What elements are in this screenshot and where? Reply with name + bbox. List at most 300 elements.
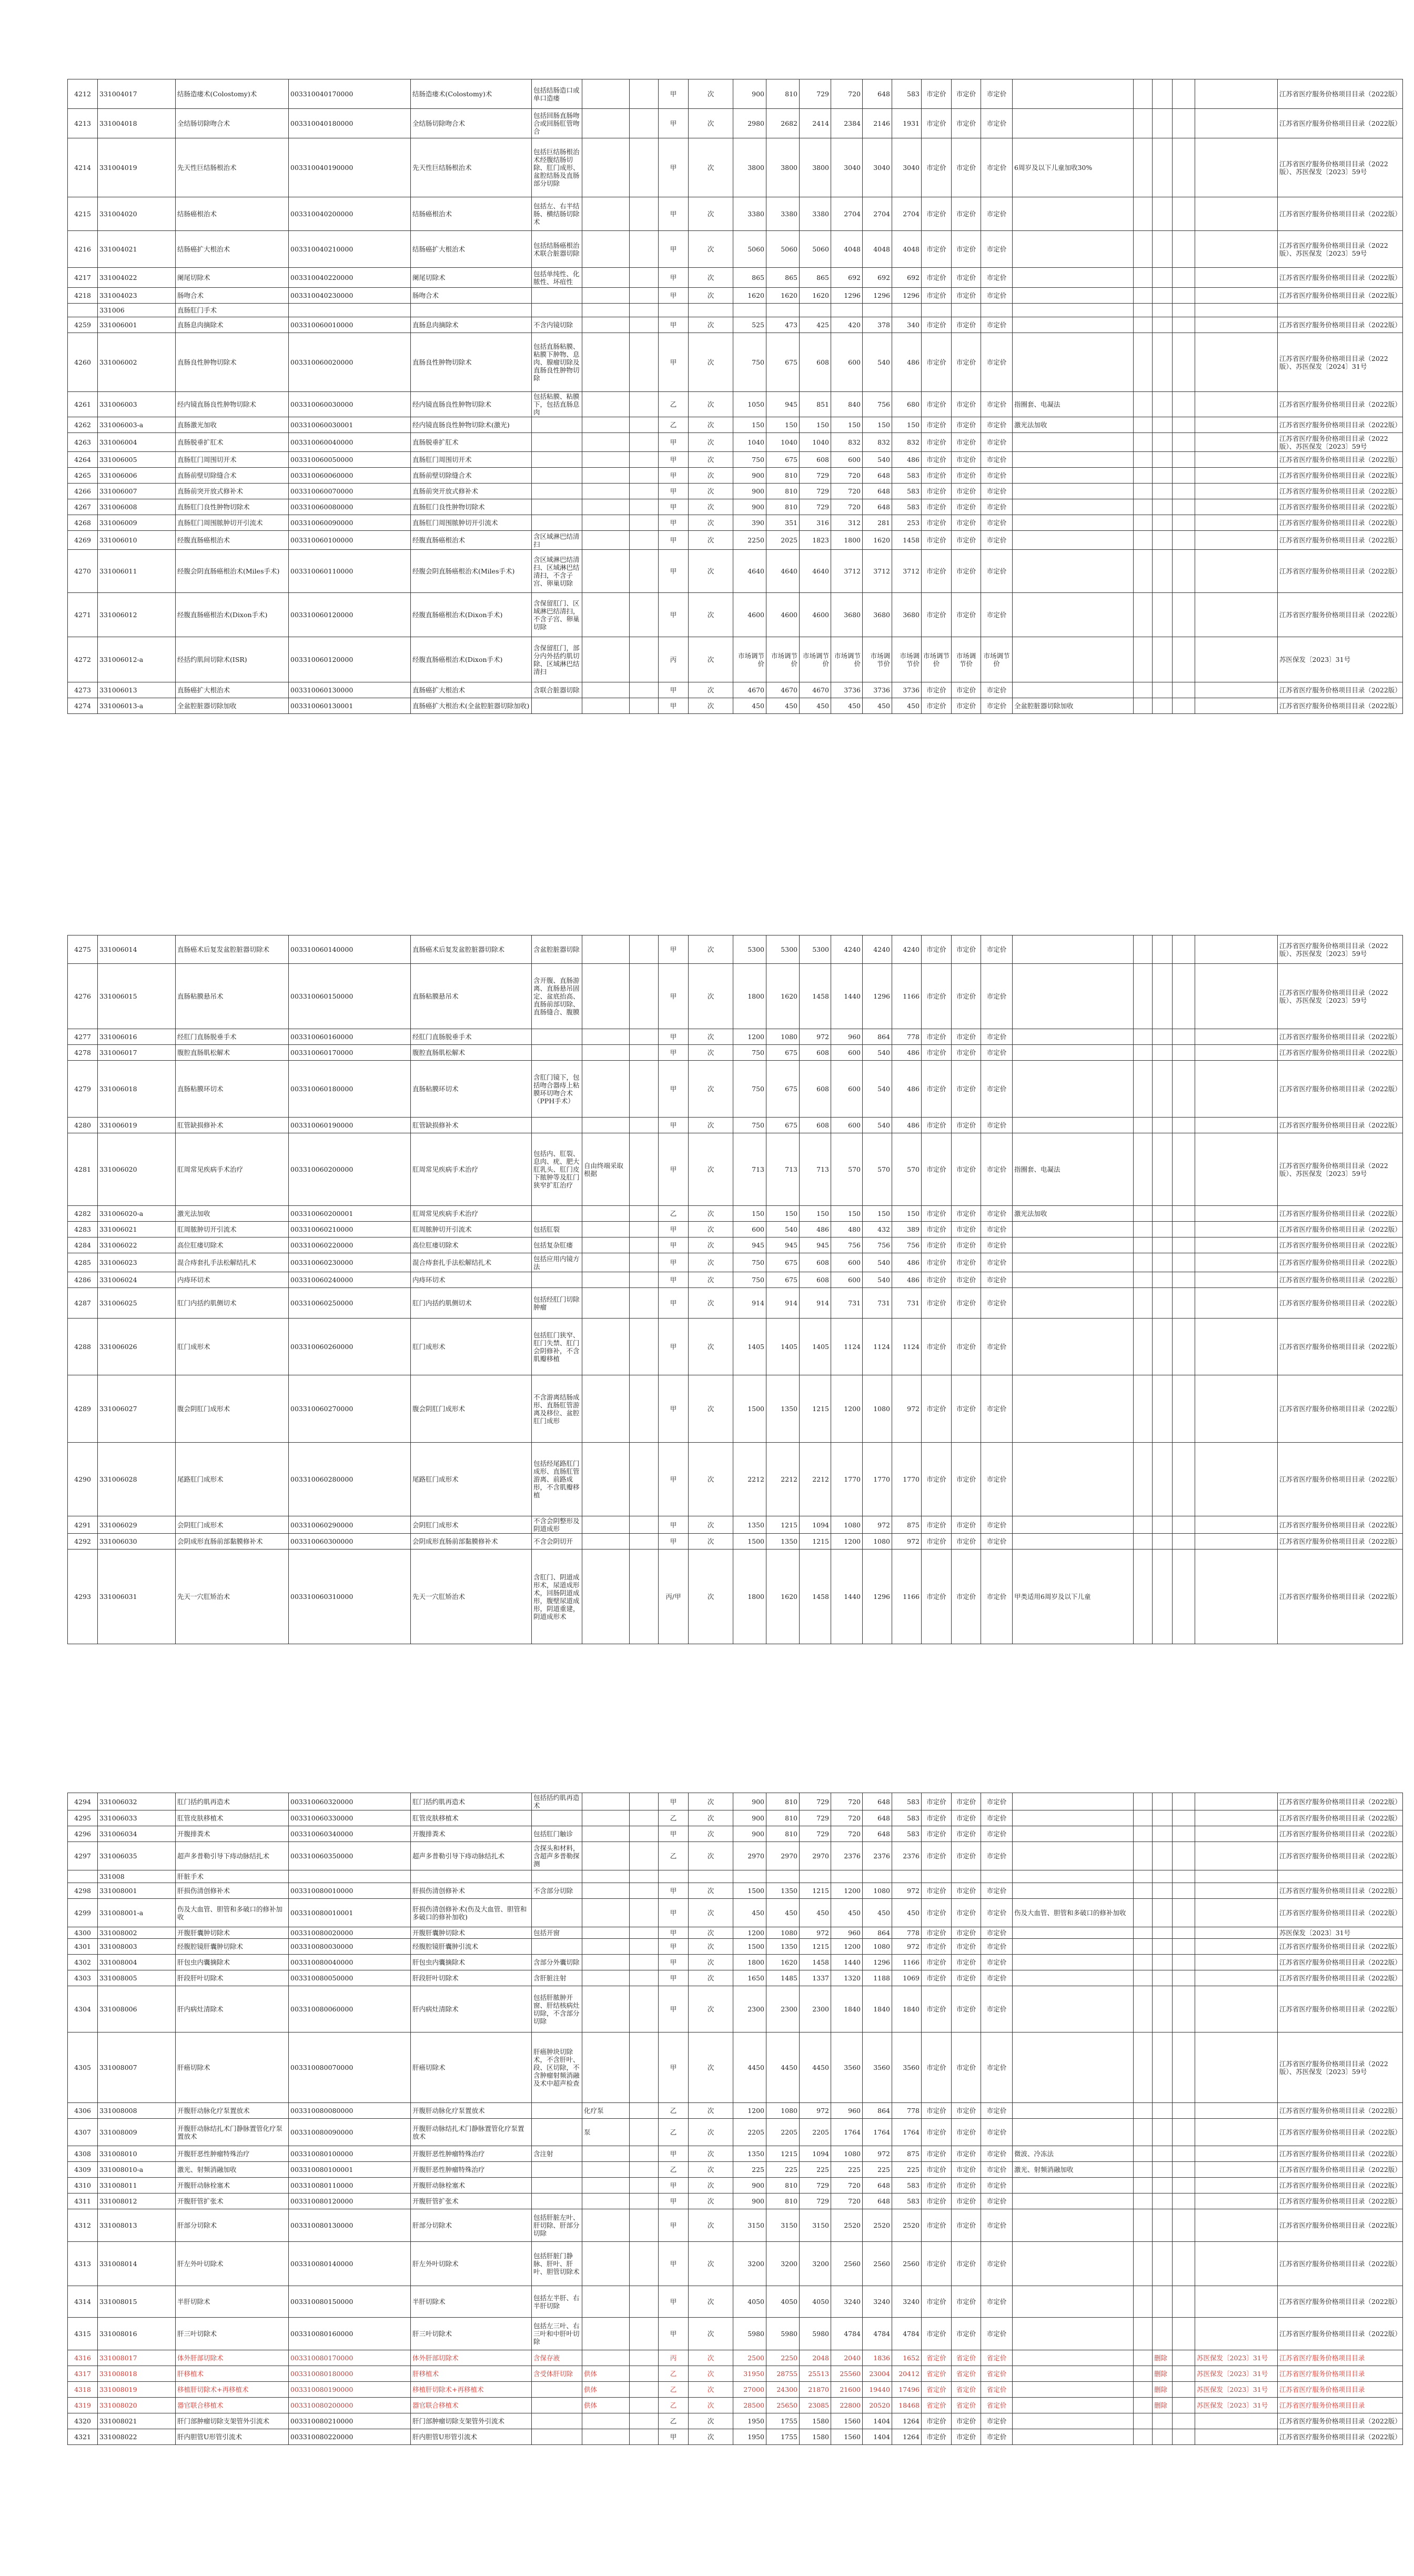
cell-p4: 480 xyxy=(831,1222,863,1237)
cell-e1 xyxy=(1134,1516,1153,1534)
cell-unit: 次 xyxy=(689,197,733,231)
cell-content: 不含会阴切开 xyxy=(532,1534,582,1549)
table-row xyxy=(68,1534,1403,1549)
cell-p6: 1264 xyxy=(892,2413,922,2429)
cell-p5: 4784 xyxy=(863,2318,892,2350)
cell-basis xyxy=(1195,1939,1278,1955)
cell-p2: 1485 xyxy=(766,1970,800,1986)
cell-p6: 4784 xyxy=(892,2318,922,2350)
cell-name: 直肠癌扩大根治术 xyxy=(176,682,289,698)
cell-name: 直肠粘膜悬吊术 xyxy=(176,964,289,1029)
cell-name2: 半肝切除术 xyxy=(411,2286,532,2318)
cell-cat: 甲 xyxy=(659,109,689,138)
cell-p6: 486 xyxy=(892,1118,922,1133)
cell-code: 331008008 xyxy=(98,2103,176,2119)
cell-code: 331008012 xyxy=(98,2193,176,2209)
cell-code2: 003310060140000 xyxy=(289,935,411,964)
cell-cat: 甲 xyxy=(659,1288,689,1319)
cell-name: 结肠造瘘术(Colostomy)术 xyxy=(176,79,289,109)
cell-d1: 市定价 xyxy=(922,1237,952,1253)
cell-code: 331006024 xyxy=(98,1272,176,1288)
cell-content: 包括应用内镜方法 xyxy=(532,1253,582,1272)
cell-p2: 2212 xyxy=(766,1443,800,1516)
table-row xyxy=(68,317,1403,333)
cell-basis xyxy=(1195,392,1278,417)
cell-name: 肛门内括约肌侧切术 xyxy=(176,1288,289,1319)
cell-e2 xyxy=(1173,1029,1195,1045)
cell-e1 xyxy=(1134,317,1153,333)
cell-p2: 810 xyxy=(766,1810,800,1826)
cell-p4: 市场调节价 xyxy=(831,637,863,682)
cell-p5: 市场调节价 xyxy=(863,637,892,682)
cell-name: 经腹会阴直肠癌根治术(Miles手术) xyxy=(176,550,289,593)
price-table-3 xyxy=(67,1793,1403,2445)
cell-e1 xyxy=(1134,1927,1153,1939)
cell-name: 内痔环切术 xyxy=(176,1272,289,1288)
cell-basis2: 江苏省医疗服务价格项目目录（2022版） xyxy=(1278,531,1403,550)
cell-d2: 市定价 xyxy=(952,2429,981,2445)
table-row xyxy=(68,1237,1403,1253)
table-row xyxy=(68,433,1403,452)
cell-addl xyxy=(582,1253,630,1272)
cell-d2 xyxy=(952,304,981,317)
cell-seq: 4260 xyxy=(68,333,98,392)
cell-p5: 3560 xyxy=(863,2032,892,2103)
cell-cat: 甲 xyxy=(659,1883,689,1899)
cell-e2 xyxy=(1173,1206,1195,1222)
table-row xyxy=(68,268,1403,288)
cell-name2: 肛周脓肿切开引流术 xyxy=(411,1222,532,1237)
cell-name: 体外肝部切除术 xyxy=(176,2350,289,2366)
table-row xyxy=(68,550,1403,593)
cell-code2: 003310060100000 xyxy=(289,531,411,550)
cell-p4: 2560 xyxy=(831,2242,863,2286)
cell-unit: 次 xyxy=(689,392,733,417)
cell-seq: 4310 xyxy=(68,2178,98,2193)
cell-unit: 次 xyxy=(689,637,733,682)
cell-p3: 225 xyxy=(800,2162,831,2178)
cell-p5: 23004 xyxy=(863,2366,892,2382)
cell-code: 331004023 xyxy=(98,288,176,304)
cell-p1: 1500 xyxy=(733,1534,766,1549)
cell-blank1 xyxy=(630,1939,659,1955)
cell-p2: 2682 xyxy=(766,109,800,138)
cell-d2: 市定价 xyxy=(952,1516,981,1534)
cell-name: 肝脏手术 xyxy=(176,1870,289,1883)
cell-note: 指圈套、电凝法 xyxy=(1013,1133,1134,1206)
cell-status xyxy=(1153,682,1173,698)
cell-code: 331006021 xyxy=(98,1222,176,1237)
cell-p1: 1800 xyxy=(733,964,766,1029)
cell-p5: 972 xyxy=(863,2146,892,2162)
cell-unit: 次 xyxy=(689,682,733,698)
cell-p1: 900 xyxy=(733,2178,766,2193)
cell-blank1 xyxy=(630,109,659,138)
cell-p4: 720 xyxy=(831,1810,863,1826)
cell-name2: 高位肛瘘切除术 xyxy=(411,1237,532,1253)
cell-p2: 450 xyxy=(766,698,800,714)
cell-seq: 4287 xyxy=(68,1288,98,1319)
cell-p1: 1620 xyxy=(733,288,766,304)
cell-p6: 486 xyxy=(892,333,922,392)
cell-unit: 次 xyxy=(689,1222,733,1237)
cell-content: 包括内、肛裂、息肉、疣、肥大肛乳头、肛门皮下脓肿等及肛门狭窄扩肛治疗 xyxy=(532,1133,582,1206)
cell-name2: 开腹肝恶性肿瘤特殊治疗 xyxy=(411,2146,532,2162)
cell-content: 包括左、右半结肠、横结肠切除术 xyxy=(532,197,582,231)
cell-p4: 720 xyxy=(831,468,863,484)
cell-p6: 18468 xyxy=(892,2398,922,2413)
cell-code: 331006022 xyxy=(98,1237,176,1253)
cell-p5: 1080 xyxy=(863,1883,892,1899)
cell-code: 331004020 xyxy=(98,197,176,231)
cell-name2 xyxy=(411,1870,532,1883)
table-row xyxy=(68,682,1403,698)
cell-note xyxy=(1013,1534,1134,1549)
cell-p1: 4450 xyxy=(733,2032,766,2103)
cell-status xyxy=(1153,1319,1173,1375)
cell-code: 331008017 xyxy=(98,2350,176,2366)
table-row xyxy=(68,698,1403,714)
cell-d1: 市定价 xyxy=(922,468,952,484)
cell-d2: 市定价 xyxy=(952,1970,981,1986)
cell-code2: 003310080100001 xyxy=(289,2162,411,2178)
cell-blank1 xyxy=(630,1206,659,1222)
cell-p6: 225 xyxy=(892,2162,922,2178)
cell-name: 肝损伤清创修补术 xyxy=(176,1883,289,1899)
cell-blank1 xyxy=(630,935,659,964)
cell-cat: 甲 xyxy=(659,1133,689,1206)
cell-d1: 市定价 xyxy=(922,1955,952,1970)
cell-status xyxy=(1153,550,1173,593)
cell-basis2: 江苏省医疗服务价格项目目录（2022版） xyxy=(1278,1986,1403,2032)
cell-unit: 次 xyxy=(689,2429,733,2445)
cell-p4: 1200 xyxy=(831,1534,863,1549)
cell-code: 331008021 xyxy=(98,2413,176,2429)
cell-status xyxy=(1153,2242,1173,2286)
cell-p5: 378 xyxy=(863,317,892,333)
cell-p6: 1764 xyxy=(892,2119,922,2146)
cell-d1: 省定价 xyxy=(922,2382,952,2398)
cell-blank1 xyxy=(630,2162,659,2178)
cell-p5: 731 xyxy=(863,1288,892,1319)
cell-code2: 003310080100000 xyxy=(289,2146,411,2162)
cell-p3: 1580 xyxy=(800,2429,831,2445)
cell-addl xyxy=(582,317,630,333)
cell-note xyxy=(1013,2178,1134,2193)
cell-d1 xyxy=(922,1870,952,1883)
cell-basis2: 江苏省医疗服务价格项目目录（2022版） xyxy=(1278,2286,1403,2318)
cell-note xyxy=(1013,452,1134,468)
cell-e2 xyxy=(1173,138,1195,197)
cell-unit: 次 xyxy=(689,231,733,268)
cell-cat: 甲 xyxy=(659,1939,689,1955)
cell-name2: 肝部分切除术 xyxy=(411,2209,532,2242)
cell-note xyxy=(1013,231,1134,268)
cell-basis xyxy=(1195,1899,1278,1927)
cell-name2: 腹会阴肛门成形术 xyxy=(411,1375,532,1443)
table-row xyxy=(68,2382,1403,2398)
cell-p2: 1350 xyxy=(766,1939,800,1955)
cell-d3: 市定价 xyxy=(981,433,1013,452)
cell-cat: 甲 xyxy=(659,2209,689,2242)
cell-unit: 次 xyxy=(689,1826,733,1842)
cell-blank1 xyxy=(630,2146,659,2162)
cell-blank1 xyxy=(630,2103,659,2119)
cell-basis2: 江苏省医疗服务价格项目目录（2022版） xyxy=(1278,317,1403,333)
cell-name2: 肝段肝叶切除术 xyxy=(411,1970,532,1986)
cell-status xyxy=(1153,1899,1173,1927)
cell-addl xyxy=(582,935,630,964)
cell-p1: 1950 xyxy=(733,2429,766,2445)
cell-cat: 甲 xyxy=(659,2286,689,2318)
cell-cat: 乙 xyxy=(659,2413,689,2429)
cell-note xyxy=(1013,637,1134,682)
cell-name: 伤及大血管、胆管和多破口的修补加收 xyxy=(176,1899,289,1927)
cell-seq: 4305 xyxy=(68,2032,98,2103)
cell-unit: 次 xyxy=(689,499,733,515)
cell-note xyxy=(1013,550,1134,593)
cell-p3: 2212 xyxy=(800,1443,831,1516)
cell-seq: 4288 xyxy=(68,1319,98,1375)
cell-d1: 市定价 xyxy=(922,1288,952,1319)
table-row xyxy=(68,2162,1403,2178)
cell-status xyxy=(1153,1955,1173,1970)
cell-unit: 次 xyxy=(689,2382,733,2398)
cell-name2: 肝损伤清创修补术(伤及大血管、胆管和多破口的修补加收) xyxy=(411,1899,532,1927)
cell-unit: 次 xyxy=(689,484,733,499)
cell-p5: 2560 xyxy=(863,2242,892,2286)
cell-cat: 甲 xyxy=(659,515,689,531)
cell-p1: 713 xyxy=(733,1133,766,1206)
cell-p5: 540 xyxy=(863,333,892,392)
cell-note xyxy=(1013,2413,1134,2429)
cell-cat xyxy=(659,304,689,317)
cell-d3: 市定价 xyxy=(981,1061,1013,1118)
cell-p3: 486 xyxy=(800,1222,831,1237)
cell-name2: 经腹直肠癌根治术 xyxy=(411,531,532,550)
cell-e2 xyxy=(1173,2366,1195,2382)
cell-p1: 2250 xyxy=(733,531,766,550)
cell-p4: 720 xyxy=(831,79,863,109)
cell-d3: 市定价 xyxy=(981,2032,1013,2103)
cell-p5: 1764 xyxy=(863,2119,892,2146)
cell-p1: 1500 xyxy=(733,1883,766,1899)
cell-e1 xyxy=(1134,2413,1153,2429)
cell-d2: 市定价 xyxy=(952,1549,981,1644)
cell-p2: 473 xyxy=(766,317,800,333)
cell-e2 xyxy=(1173,417,1195,433)
cell-code2: 003310060320000 xyxy=(289,1793,411,1810)
cell-note xyxy=(1013,1870,1134,1883)
cell-seq: 4216 xyxy=(68,231,98,268)
cell-p2: 3150 xyxy=(766,2209,800,2242)
cell-note xyxy=(1013,304,1134,317)
cell-p1: 1800 xyxy=(733,1549,766,1644)
cell-name: 直肠激光加收 xyxy=(176,417,289,433)
cell-cat: 甲 xyxy=(659,452,689,468)
cell-code: 331008020 xyxy=(98,2398,176,2413)
cell-seq xyxy=(68,1870,98,1883)
cell-d1: 市定价 xyxy=(922,515,952,531)
cell-code2: 003310060120000 xyxy=(289,593,411,637)
cell-p1: 1200 xyxy=(733,1927,766,1939)
cell-blank1 xyxy=(630,317,659,333)
cell-e1 xyxy=(1134,288,1153,304)
cell-content: 包括结肠癌根治术联合脏器切除 xyxy=(532,231,582,268)
cell-note: 激光法加收 xyxy=(1013,1206,1134,1222)
cell-name: 超声多普勒引导下痔动脉结扎术 xyxy=(176,1842,289,1870)
cell-e1 xyxy=(1134,1955,1153,1970)
cell-e1 xyxy=(1134,1970,1153,1986)
cell-d2: 省定价 xyxy=(952,2398,981,2413)
cell-e1 xyxy=(1134,1206,1153,1222)
cell-p2: 450 xyxy=(766,1899,800,1927)
cell-p5: 19440 xyxy=(863,2382,892,2398)
cell-basis xyxy=(1195,2146,1278,2162)
cell-cat: 丙 xyxy=(659,2350,689,2366)
cell-seq: 4218 xyxy=(68,288,98,304)
cell-p6: 731 xyxy=(892,1288,922,1319)
cell-blank1 xyxy=(630,1118,659,1133)
cell-d2: 市定价 xyxy=(952,499,981,515)
cell-d1: 市定价 xyxy=(922,2209,952,2242)
cell-code2: 003310060060000 xyxy=(289,468,411,484)
cell-p3: 5980 xyxy=(800,2318,831,2350)
cell-e1 xyxy=(1134,1899,1153,1927)
cell-code2: 003310060200000 xyxy=(289,1133,411,1206)
cell-name2: 直肠粘膜环切术 xyxy=(411,1061,532,1118)
cell-code2: 003310080220000 xyxy=(289,2429,411,2445)
cell-status xyxy=(1153,698,1173,714)
cell-d2: 市定价 xyxy=(952,392,981,417)
cell-name2: 直肠前突开放式修补术 xyxy=(411,484,532,499)
cell-cat: 甲 xyxy=(659,531,689,550)
cell-p3: 2300 xyxy=(800,1986,831,2032)
cell-basis xyxy=(1195,433,1278,452)
cell-p3: 市场调节价 xyxy=(800,637,831,682)
cell-basis2: 江苏省医疗服务价格项目目录（2022版） xyxy=(1278,2146,1403,2162)
cell-e2 xyxy=(1173,231,1195,268)
cell-code: 331008013 xyxy=(98,2209,176,2242)
cell-seq: 4282 xyxy=(68,1206,98,1222)
cell-seq: 4307 xyxy=(68,2119,98,2146)
cell-p4: 2040 xyxy=(831,2350,863,2366)
cell-code2: 003310060220000 xyxy=(289,1237,411,1253)
cell-p2: 5300 xyxy=(766,935,800,964)
cell-cat: 甲 xyxy=(659,2032,689,2103)
cell-p2: 2250 xyxy=(766,2350,800,2366)
cell-d1: 市定价 xyxy=(922,1029,952,1045)
cell-unit: 次 xyxy=(689,935,733,964)
cell-name: 肝内胆管U形管引流术 xyxy=(176,2429,289,2445)
cell-p1: 2500 xyxy=(733,2350,766,2366)
cell-code2: 003310080010000 xyxy=(289,1883,411,1899)
cell-name: 肛周常见疾病手术治疗 xyxy=(176,1133,289,1206)
cell-p3: 713 xyxy=(800,1133,831,1206)
cell-seq: 4316 xyxy=(68,2350,98,2366)
cell-basis2: 江苏省医疗服务价格项目目录（2022版） xyxy=(1278,1206,1403,1222)
cell-d3: 市定价 xyxy=(981,1443,1013,1516)
cell-basis2: 江苏省医疗服务价格项目目录（2022版） xyxy=(1278,1237,1403,1253)
cell-p6: 972 xyxy=(892,1534,922,1549)
cell-name: 移植肝切除术+再移植术 xyxy=(176,2382,289,2398)
cell-name2: 经内镜直肠良性肿物切除术(激光) xyxy=(411,417,532,433)
cell-note xyxy=(1013,109,1134,138)
cell-d3: 市定价 xyxy=(981,468,1013,484)
cell-e2 xyxy=(1173,1061,1195,1118)
cell-p6: 2520 xyxy=(892,2209,922,2242)
cell-basis xyxy=(1195,2413,1278,2429)
cell-blank1 xyxy=(630,2413,659,2429)
cell-note xyxy=(1013,1045,1134,1061)
cell-blank1 xyxy=(630,1826,659,1842)
cell-e1 xyxy=(1134,2119,1153,2146)
cell-p4: 4048 xyxy=(831,231,863,268)
cell-p2: 810 xyxy=(766,468,800,484)
cell-p2: 945 xyxy=(766,1237,800,1253)
cell-p1: 1200 xyxy=(733,1029,766,1045)
cell-basis xyxy=(1195,1927,1278,1939)
cell-p4: 600 xyxy=(831,1061,863,1118)
cell-e2 xyxy=(1173,2119,1195,2146)
cell-basis2 xyxy=(1278,304,1403,317)
cell-code: 331008014 xyxy=(98,2242,176,2286)
cell-name2: 肛门内括约肌侧切术 xyxy=(411,1288,532,1319)
table-row xyxy=(68,417,1403,433)
cell-basis2: 江苏省医疗服务价格项目目录（2022版） xyxy=(1278,1534,1403,1549)
cell-basis2: 江苏省医疗服务价格项目目录（2022版） xyxy=(1278,682,1403,698)
cell-cat: 甲 xyxy=(659,1443,689,1516)
cell-p6 xyxy=(892,1870,922,1883)
cell-name2: 肝癌切除术 xyxy=(411,2032,532,2103)
cell-p4: 1440 xyxy=(831,1955,863,1970)
cell-code2: 003310080030000 xyxy=(289,1939,411,1955)
cell-blank1 xyxy=(630,417,659,433)
cell-code: 331008004 xyxy=(98,1955,176,1970)
cell-cat: 甲 xyxy=(659,593,689,637)
cell-blank1 xyxy=(630,550,659,593)
cell-seq: 4279 xyxy=(68,1061,98,1118)
cell-code: 331008018 xyxy=(98,2366,176,2382)
cell-name: 阑尾切除术 xyxy=(176,268,289,288)
table-row xyxy=(68,452,1403,468)
cell-code2: 003310060280000 xyxy=(289,1443,411,1516)
cell-seq: 4291 xyxy=(68,1516,98,1534)
cell-seq: 4300 xyxy=(68,1927,98,1939)
cell-status xyxy=(1153,1810,1173,1826)
cell-p1: 1950 xyxy=(733,2413,766,2429)
cell-cat: 甲 xyxy=(659,1516,689,1534)
cell-seq: 4301 xyxy=(68,1939,98,1955)
cell-name2: 结肠造瘘术(Colostomy)术 xyxy=(411,79,532,109)
cell-cat: 甲 xyxy=(659,1955,689,1970)
cell-p4: 1200 xyxy=(831,1939,863,1955)
cell-e2 xyxy=(1173,197,1195,231)
cell-e1 xyxy=(1134,1842,1153,1870)
cell-cat: 甲 xyxy=(659,484,689,499)
cell-p6: 市场调节价 xyxy=(892,637,922,682)
cell-p2: 25650 xyxy=(766,2398,800,2413)
cell-note: 激光、射频消融加收 xyxy=(1013,2162,1134,2178)
cell-addl xyxy=(582,1899,630,1927)
cell-p2: 2205 xyxy=(766,2119,800,2146)
cell-d3: 市定价 xyxy=(981,2178,1013,2193)
cell-content: 不含会阴整形及阴道成形 xyxy=(532,1516,582,1534)
cell-p6: 253 xyxy=(892,515,922,531)
cell-p2: 713 xyxy=(766,1133,800,1206)
cell-p4: 1296 xyxy=(831,288,863,304)
cell-p6: 972 xyxy=(892,1375,922,1443)
